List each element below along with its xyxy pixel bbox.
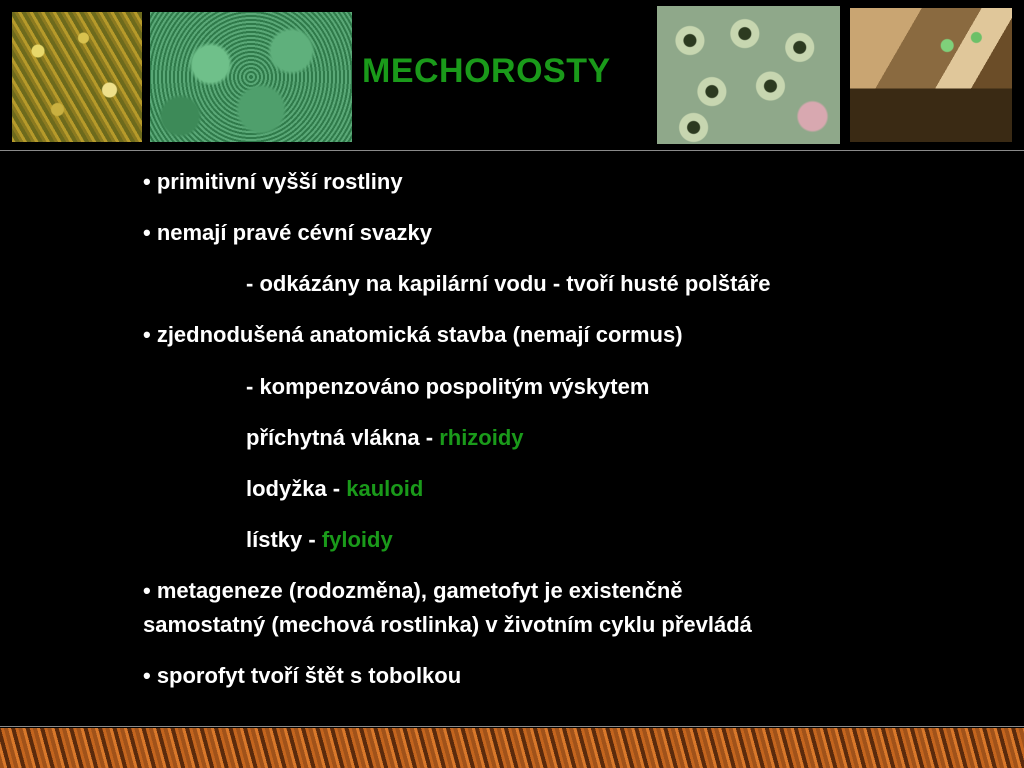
moss-banner-photo — [0, 728, 1024, 768]
top-divider — [0, 150, 1024, 151]
bullet-metagenesis: • metageneze (rodozměna), gametofyt je existenčně — [143, 578, 683, 603]
bullet-primitive: • primitivní vyšší rostliny — [143, 169, 403, 194]
bullet-metagenesis-cont: samostatný (mechová rostlinka) v životním cyklu převládá — [143, 612, 752, 637]
rhizoids-label: příchytná vlákna - — [246, 425, 440, 450]
bullet-vascular: • nemají pravé cévní svazky — [143, 220, 432, 245]
fyloidy-label: lístky - — [246, 527, 322, 552]
sub-rhizoids — [246, 425, 524, 451]
sub-compensated: - kompenzováno pospolitým výskytem — [246, 374, 650, 399]
sub-capillary: - odkázány na kapilární vodu - tvoří husté polštáře — [246, 271, 771, 296]
kauloid-term: kauloid — [346, 476, 424, 501]
fyloidy-term: fyloidy — [321, 527, 393, 552]
rhizoids-term: rhizoidy — [439, 425, 524, 450]
sub-kauloid — [246, 476, 423, 502]
moss-photo — [12, 12, 142, 142]
kauloid-label: lodyžka - — [246, 476, 347, 501]
bullet-sporophyte: • sporofyt tvoří štět s tobolkou — [143, 663, 462, 688]
cushion-moss-photo — [150, 12, 352, 142]
liverwort-photo — [657, 6, 840, 144]
bullet-anatomy: • zjednodušená anatomická stavba (nemají cormus) — [143, 322, 683, 347]
sub-fyloidy — [246, 527, 393, 553]
moss-sporophyte-photo — [850, 8, 1012, 142]
slide-title: MECHOROSTY — [362, 52, 611, 90]
bottom-divider — [0, 726, 1024, 727]
